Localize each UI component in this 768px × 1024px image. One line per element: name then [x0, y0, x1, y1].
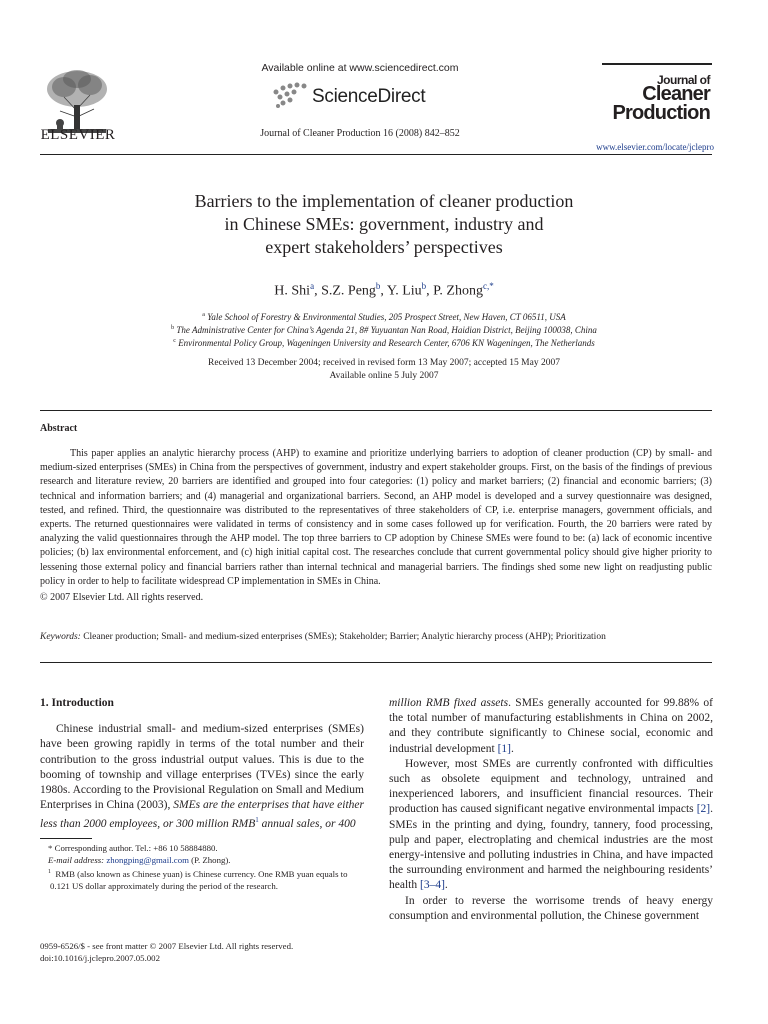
available-online-text: Available online at www.sciencedirect.com: [261, 62, 459, 74]
paragraph-italic-text: million RMB fixed assets: [389, 697, 509, 709]
received-dates: Received 13 December 2004; received in revised form 13 May 2007; accepted 15 May 2007: [208, 358, 560, 368]
journal-url-link[interactable]: www.elsevier.com/locate/jclepro: [596, 142, 714, 152]
author-separator: ,: [426, 283, 434, 299]
abstract-text: This paper applies an analytic hierarchy process (AHP) to examine and prioritize underlying barriers to adoption of cleaner production (CP) by small- and medium-sized enterprises (SMEs) in China from the perspectives of government, industry and expert stakeholder groups. First, on the basis of the findings of previous research and literature review, 20 barriers are identified and grouped into four categories: (1) policy and market barriers; (2) financial and economic barriers; (3) technical and information barriers; and (4) managerial and organizational barriers. Second, an AHP model is developed and a survey questionnaire was designed, tested, and refined. Third, the questionnaire was distributed to the representatives of three stakeholders of CP, i.e. enterprise managers, government officials, and experts. The returned questionnaires were validated in terms of consistency and in some cases followed up for verification. Fourth, the 20 barriers were rated by analyzing the valid questionnaires through the AHP model. The top three barriers to CP adoption by Chinese SMEs were found to be: (a) lack of economic incentive policies; (b) lax environmental enforcement, and (c) high initial capital cost. The researches conclude that current governmental policy should give higher priority to lessening those external policy and financial barriers rather than internal technical and managerial barriers. The findings shed some new light on readjusting public policy in order to help to facilitate widespread CP implementation in SMEs in China.: [40, 448, 712, 587]
keywords-text: Cleaner production; Small- and medium-sized enterprises (SMEs); Stakeholder; Barrier; Analytic hierarchy process (AHP); Prioritization: [83, 632, 606, 642]
available-date: Available online 5 July 2007: [329, 371, 439, 381]
paragraph-text: Chinese industrial small- and medium-sized enterprises (SMEs) have been growing rapidly in terms of the total number and their contribution to the gross industrial output values. This is due to the booming of township and village enterprises (TVEs) since the early 1980s. According to the Provisional Regulation on Small and Medium Enterprises in China (2003),: [40, 723, 364, 812]
paragraph-text: .: [444, 879, 448, 892]
doi-line: doi:10.1016/j.jclepro.2007.05.002: [40, 953, 160, 963]
paragraph-italic-text: SMEs are the enterprises that have either less than 2000 employees, or 300 million RMB: [40, 799, 365, 831]
keywords-label: Keywords:: [40, 632, 81, 642]
footnotes: [40, 842, 364, 892]
article-title: [84, 190, 684, 259]
affiliation-marker: a: [202, 312, 205, 318]
section-heading-introduction: 1. Introduction: [40, 697, 114, 709]
footnote-link[interactable]: 1: [255, 816, 259, 825]
corresponding-author-note: * Corresponding author. Tel.: +86 10 58884880.: [48, 843, 218, 853]
article-meta: [40, 940, 380, 964]
publisher-name: ELSEVIER: [40, 127, 116, 143]
abstract-top-divider: [40, 410, 712, 411]
issn-line: 0959-6526/$ - see front matter © 2007 Elsevier Ltd. All rights reserved.: [40, 941, 294, 951]
keywords: [40, 632, 712, 642]
email-label: E-mail address:: [48, 855, 107, 865]
author-affil-link[interactable]: b: [375, 281, 381, 291]
abstract-body: [40, 447, 712, 589]
journal-logo-bar: [602, 63, 712, 65]
intro-paragraph-2: [389, 757, 713, 894]
affiliation-text: Yale School of Forestry & Environmental Studies, 205 Prospect Street, New Haven, CT 06511, USA: [207, 312, 566, 322]
affiliation-marker: c: [173, 338, 176, 344]
intro-paragraph-3: In order to reverse the worrisome trends of heavy energy consumption and environmental pollution, the Chinese government: [389, 894, 713, 922]
author-separator: ,: [314, 283, 322, 299]
author-affil-link[interactable]: a: [310, 281, 315, 291]
header-divider: [40, 154, 712, 155]
email-link[interactable]: zhongping@gmail.com: [106, 855, 189, 865]
affiliation-text: The Administrative Center for China’s Agenda 21, 8# Yuyuantan Nan Road, Haidian District, Beijing 100038, China: [176, 325, 597, 335]
citation-link[interactable]: [1]: [497, 742, 512, 755]
affiliation: [84, 335, 684, 350]
right-column: [389, 696, 713, 924]
email-suffix: (P. Zhong).: [188, 855, 231, 865]
footnote-divider: [40, 838, 92, 839]
abstract-heading: Abstract: [40, 423, 78, 434]
affiliation-marker: b: [171, 325, 175, 331]
author-name: H. Shi: [274, 283, 311, 299]
author-affil-link[interactable]: c,*: [482, 281, 494, 291]
author-name: S.Z. Peng: [321, 283, 376, 299]
title-line-2: in Chinese SMEs: government, industry and: [224, 214, 544, 234]
abstract-copyright: © 2007 Elsevier Ltd. All rights reserved.: [40, 592, 204, 603]
email-note: [40, 854, 364, 866]
footnote-text: RMB (also known as Chinese yuan) is Chinese currency. One RMB yuan equals to 0.121 US dollar approximately during the period of the research.: [50, 868, 348, 891]
journal-logo-line3: Production: [612, 102, 710, 124]
author-separator: ,: [380, 283, 387, 299]
paragraph-text: .: [511, 742, 514, 755]
sciencedirect-wordmark: ScienceDirect: [312, 86, 426, 107]
intro-paragraph-1-cont: [389, 696, 713, 757]
author-name: Y. Liu: [386, 283, 422, 299]
author-affil-link[interactable]: b: [421, 281, 427, 291]
abstract-bottom-divider: [40, 662, 712, 663]
title-line-3: expert stakeholders’ perspectives: [265, 237, 503, 257]
journal-citation: Journal of Cleaner Production 16 (2008) 842–852: [260, 128, 460, 139]
footnote-number: 1: [48, 869, 51, 875]
paragraph-text: . SMEs in the printing and dying, foundry, tannery, food processing, pulp and paper, electroplating and chemical industries are the most energy-intensive and polluting industries in China, and have impacted the surrounding environment and harmed the neighbouring residents’ health: [389, 803, 713, 892]
affiliation-text: Environmental Policy Group, Wageningen University and Research Center, 6706 KN Wageningen, The Netherlands: [178, 338, 595, 348]
author-list: [84, 281, 684, 300]
citation-link[interactable]: [2]: [696, 803, 711, 816]
journal-logo-line2: Cleaner: [642, 83, 710, 105]
paragraph-italic-text: annual sales, or 400: [258, 818, 356, 831]
intro-paragraph-1: [40, 722, 364, 832]
journal-logo-line1: Journal of: [656, 73, 710, 87]
left-column: [40, 696, 364, 832]
author-name: P. Zhong: [433, 283, 483, 299]
paragraph-text: However, most SMEs are currently confronted with difficulties such as obsolete equipment and technology, untrained and inexperienced laborers, and insufficient financial resources. Their production has caused significant negative environmental impacts: [389, 757, 713, 816]
title-line-1: Barriers to the implementation of cleaner production: [194, 191, 574, 211]
footnote-1: [40, 866, 364, 892]
paragraph-text: . SMEs generally accounted for 99.88% of the total number of manufacturing establishments in China on 2002, and they contribute significantly to Chinese social, economic and industrial development: [389, 697, 713, 755]
citation-link[interactable]: [3–4]: [419, 879, 445, 892]
